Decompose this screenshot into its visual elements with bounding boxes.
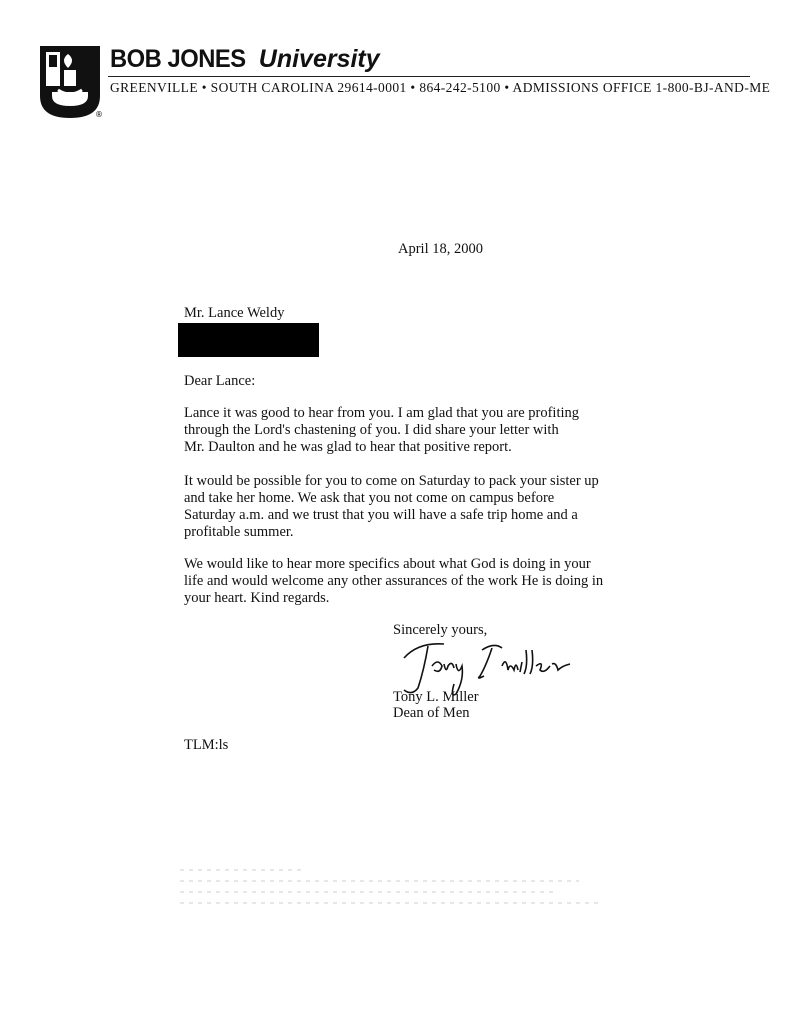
paragraph-line: profitable summer.: [184, 524, 294, 540]
body-paragraph-3: [184, 556, 603, 607]
university-wordmark: [110, 43, 380, 75]
registered-mark: ®: [95, 110, 103, 119]
signer-name: Tony L. Miller: [393, 689, 479, 705]
paragraph-line: your heart. Kind regards.: [184, 590, 330, 606]
body-paragraph-2: [184, 473, 599, 541]
paragraph-line: It would be possible for you to come on Saturday to pack your sister up: [184, 473, 599, 489]
bju-shield-icon: [38, 44, 102, 120]
paragraph-line: life and would welcome any other assurances of the work He is doing in: [184, 573, 604, 589]
closing: Sincerely yours,: [393, 622, 488, 638]
paragraph-line: Lance it was good to hear from you. I am glad that you are profiting: [184, 405, 580, 421]
faint-bleed-through: [180, 860, 600, 930]
paragraph-line: through the Lord's chastening of you. I did share your letter with: [184, 422, 559, 438]
body-paragraph-1: [184, 405, 579, 456]
signer-title: Dean of Men: [393, 705, 470, 721]
salutation: Dear Lance:: [184, 373, 256, 389]
brand-name: BOB JONES: [110, 45, 246, 73]
paragraph-line: and take her home. We ask that you not come on campus before: [184, 490, 555, 506]
paragraph-line: Saturday a.m. and we trust that you will have a safe trip home and a: [184, 507, 578, 523]
brand-university: University: [258, 45, 380, 73]
paragraph-line: We would like to hear more specifics about what God is doing in your: [184, 556, 591, 572]
paragraph-line: Mr. Daulton and he was glad to hear that positive report.: [184, 439, 512, 455]
letterhead-address: GREENVILLE • SOUTH CAROLINA 29614-0001 • 864-242-5100 • ADMISSIONS OFFICE 1-800-BJ-AND-ME: [110, 80, 771, 95]
typist-initials: TLM:ls: [184, 737, 229, 753]
redacted-address-block: [178, 323, 319, 357]
letter-date: April 18, 2000: [398, 241, 483, 257]
header-divider: [108, 76, 750, 77]
recipient-name: Mr. Lance Weldy: [184, 305, 285, 321]
